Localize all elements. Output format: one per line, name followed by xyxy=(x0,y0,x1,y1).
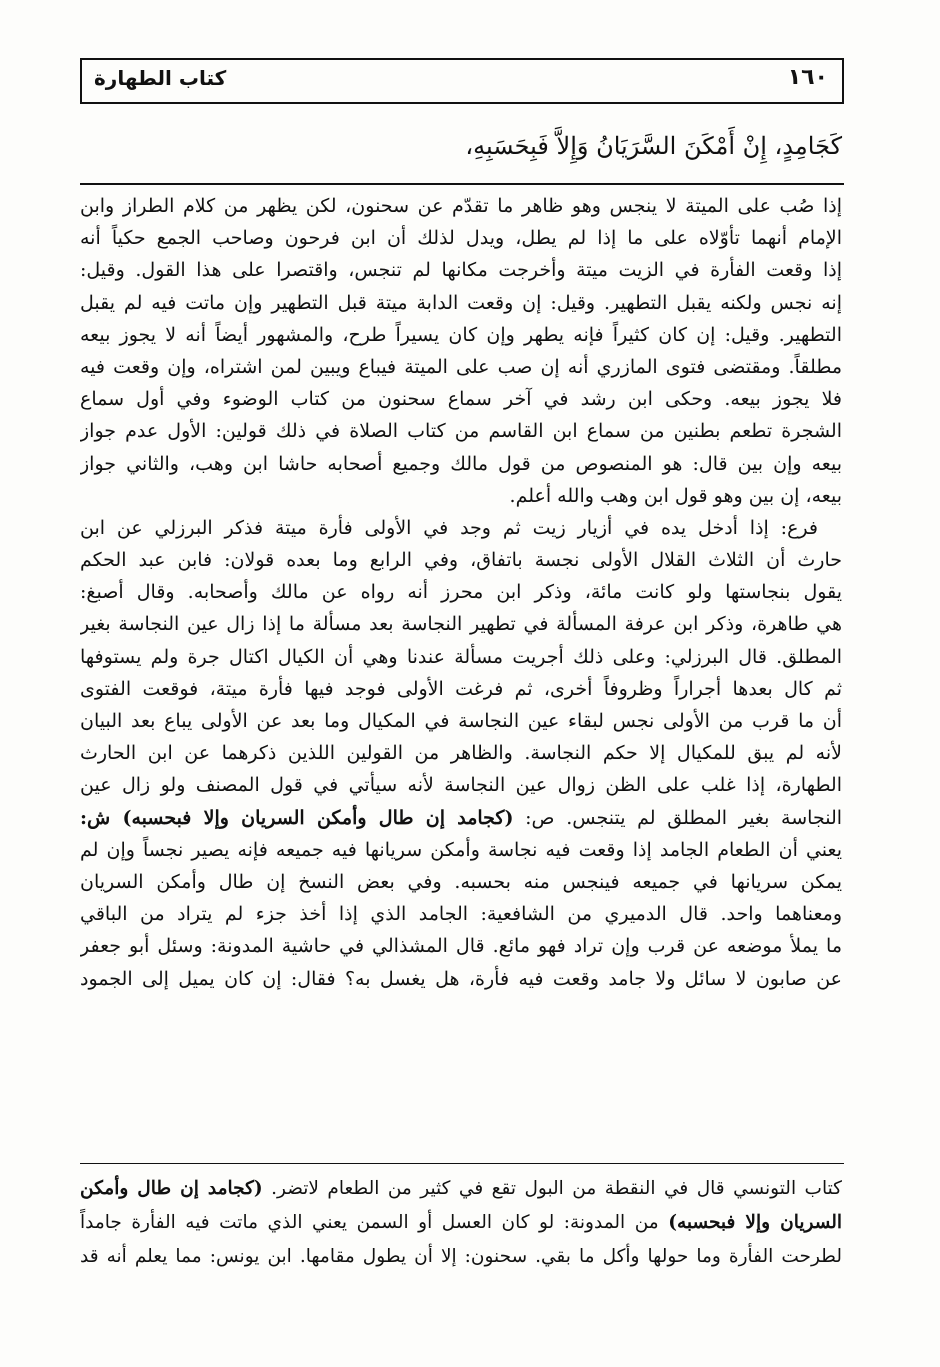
running-header xyxy=(80,58,844,104)
body-line: بيعه وإن بين قال: هو المنصوص من قول مالك وجميع أصحابه حاشا ابن وهب، والثاني جواز xyxy=(80,452,842,475)
body-line: ثم كال بعدها أجراراً وظروفاً أخرى، ثم فرغت الأولى فوجد فيها فأرة ميتة، فوقعت الفتوى xyxy=(80,677,842,700)
matn-text: كَجَامِدٍ، إِنْ أَمْكَنَ السَّرَيَانُ وَإِلاَّ فَبِحَسَبِهِ، xyxy=(465,132,842,160)
footnote-line: لطرحت الفأرة وما حولها وأكل ما بقي. سحنون: إلا أن يطول مقامها. ابن يونس: مما يعلم أنه قد xyxy=(80,1246,842,1267)
body-line: بيعه، إن بين وهو قول ابن وهب والله أعلم. xyxy=(509,484,842,507)
footnote-text: من المدونة: لو كان العسل أو السمن يعني الذي ماتت فيه الفأرة جامداً xyxy=(80,1212,669,1233)
body-line: هي طاهرة، وذكر ابن عرفة المسألة في تطهير النجاسة بعد مسألة ما إذا زال عين النجاسة بغير xyxy=(80,613,842,636)
matn-divider xyxy=(80,183,844,185)
body-line: يعني أن الطعام الجامد إذا وقعت فيه نجاسة وأمكن سريانها فيه جميعه فإنه يصير نجساً وإن لم xyxy=(80,838,842,861)
body-line: أن ما قرب من الأولى نجس لبقاء عين النجاسة في المكيال وما بعد عن الأولى يباع بعد البيان xyxy=(80,710,842,732)
body-line: لأنه لم يبق للمكيال إلا حكم النجاسة. والظاهر من القولين اللذين ذكرهما عن ابن الحارث xyxy=(80,742,842,765)
body-line: عن صابون لا سائل ولا جامد وقعت فيه فأرة، هل يغسل به؟ فقال: إن كان يميل إلى الجمود xyxy=(80,967,842,990)
body-line: الإمام أنهما تأوّلاه على ما إذا لم يطل، ويدل لذلك أن ابن فرحون وصاحب الجمع حكياً أنه xyxy=(80,227,842,250)
body-line: ما يملأ موضعه عن قرب وإن تراد فهو مائع. قال المشذالي في حاشية المدونة: وسئل أبو جعفر xyxy=(80,935,842,958)
footnote-section xyxy=(80,1172,842,1274)
body-line: التطهير. وقيل: إن كان كثيراً فإنه يطهر وإن كان يسيراً طرح، والمشهور أيضاً أنه لا يجوز بيعه xyxy=(80,323,842,346)
body-line: فلا يجوز بيعه. وحكى ابن رشد في آخر سماع سحنون من كتاب الوضوء وفي أول سماع xyxy=(80,388,842,411)
footnote-divider xyxy=(80,1163,844,1164)
body-line: إذا صُب على الميتة لا ينجس وهو ظاهر ما تقدّم عن سحنون، لكن يظهر من كلام الطراز وابن xyxy=(80,195,842,217)
body-line-with-quote xyxy=(80,802,842,834)
body-line: مطلقاً. ومقتضى فتوى المازري أنه إن صب على الميتة فيباع ويبين لمن اشتراه، وإن وقعت فيه xyxy=(80,355,842,378)
body-line-indented xyxy=(80,512,842,544)
matn-quote: (كجامد إن طال وأمكن السريان وإلا فبحسبه) ش: xyxy=(80,806,514,829)
footnote-text: كتاب التونسي قال في النقطة من البول تقع في كثير من الطعام لاتضر. xyxy=(262,1178,842,1199)
body-line-text: فرع: إذا أدخل يده في أزيار زيت ثم وجد في الأولى فأرة ميتة فذكر البرزلي عن ابن xyxy=(80,516,818,539)
body-line: إذا وقعت الفأرة في الزيت ميتة وأخرجت مكانها لم تنجس، واقتصرا على هذا القول. وقيل: xyxy=(80,259,842,282)
footnote-quote: السريان وإلا فبحسبه) xyxy=(668,1212,842,1233)
footnote-line xyxy=(80,1206,842,1240)
body-line: ومعناهما واحد. قال الدميري من الشافعية: الجامد الذي إذا أخذ جزء لم يتراد من الباقي xyxy=(80,903,842,926)
commentary-body xyxy=(80,190,842,995)
body-line: الشجرة تطعم بطنين من سماع ابن القاسم من كتاب الصلاة في ذلك قولين: الأول عدم جواز xyxy=(80,420,842,443)
body-line: المطلق. قال البرزلي: وعلى ذلك أجريت مسألة عندنا وهي أن الكيال اكتال جرة ولم يستوفها xyxy=(80,645,842,668)
body-line: حارث أن الثلاث القلال الأولى نجسة باتفاق، وفي الرابع وما بعده قولان: فابن عبد الحكم xyxy=(80,549,842,572)
body-line: يقول بنجاستها ولو كانت مائة، وذكر ابن محرز أنه رواه عن مالك وأصحابه. وقال أصبغ: xyxy=(80,581,842,604)
footnote-line xyxy=(80,1172,842,1206)
body-line: الطهارة، إذا غلب على الظن زوال عين النجاسة لأنه سيأتي في قول المصنف ولو زال عين xyxy=(80,774,842,797)
page-number: ١٦٠ xyxy=(787,65,828,90)
footnote-quote: (كجامد إن طال وأمكن xyxy=(80,1178,263,1199)
body-line: إنه نجس ولكنه يقبل التطهير. وقيل: إن وقعت الدابة ميتة قبل التطهير وإن ماتت فيه لم يقبل xyxy=(80,291,842,314)
body-line-text: النجاسة بغير المطلق لم يتنجس. ص: xyxy=(513,806,842,829)
body-line: يمكن سريانها في جميعه فينجس منه بحسبه. وفي بعض النسخ إن طال وأمكن السريان xyxy=(80,870,842,893)
chapter-title: كتاب الطهارة xyxy=(94,66,227,90)
